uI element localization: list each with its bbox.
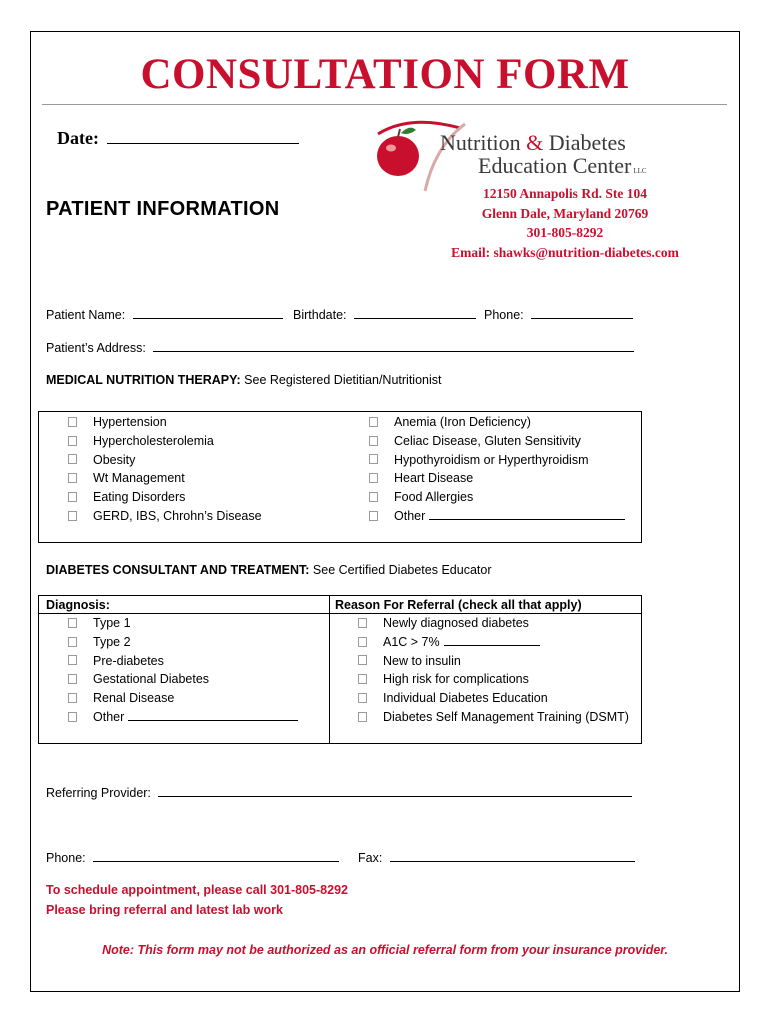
referral-phone-blank[interactable] [93, 850, 339, 862]
diagnosis-item-label: Gestational Diabetes [93, 672, 210, 687]
birthdate-field[interactable] [293, 307, 476, 322]
checkbox-icon[interactable] [68, 511, 77, 521]
checkbox-icon[interactable] [68, 693, 77, 703]
referral-fax-field[interactable] [358, 850, 635, 865]
logo-suffix: LLC [633, 167, 647, 175]
diagnosis-item[interactable] [68, 670, 209, 688]
reason-item-label: High risk for complications [383, 672, 529, 687]
patient-phone-blank[interactable] [531, 307, 633, 319]
referral-fax-blank[interactable] [390, 850, 635, 862]
checkbox-icon[interactable] [68, 655, 77, 665]
checkbox-icon[interactable] [68, 473, 77, 483]
insurance-note: Note: This form may not be authorized as an official referral form from your insurance provider. [102, 943, 668, 957]
mnt-left-item-label: Hypercholesterolemia [93, 433, 214, 448]
diagnosis-item-label: Other [93, 710, 125, 724]
mnt-right-item[interactable] [369, 432, 581, 450]
patient-phone-label: Phone: [484, 308, 524, 322]
mnt-right-item[interactable] [369, 451, 589, 469]
reason-item-label: Newly diagnosed diabetes [383, 616, 529, 630]
diagnosis-other-blank[interactable] [128, 709, 298, 721]
mnt-left-item-label: Wt Management [93, 471, 185, 486]
title-divider [42, 104, 727, 105]
diagnosis-item[interactable] [68, 708, 298, 726]
diagnosis-item-label: Type 1 [93, 616, 131, 630]
schedule-instruction: To schedule appointment, please call 301-805-8292 [46, 883, 348, 897]
mnt-right-item[interactable] [369, 469, 473, 487]
diagnosis-item[interactable] [68, 633, 131, 651]
reason-item-label: A1C > 7% [383, 634, 440, 649]
date-blank[interactable] [107, 129, 299, 144]
mnt-left-item-label: Eating Disorders [93, 490, 186, 505]
reason-item[interactable] [358, 633, 540, 651]
checkbox-icon[interactable] [68, 492, 77, 502]
patient-info-heading: PATIENT INFORMATION [46, 198, 280, 220]
mnt-left-item[interactable] [68, 507, 262, 525]
referral-phone-label: Phone: [46, 851, 86, 865]
checkbox-icon[interactable] [369, 473, 378, 483]
diagnosis-header: Diagnosis: [46, 598, 110, 612]
referring-provider-label: Referring Provider: [46, 786, 151, 800]
mnt-right-item[interactable] [369, 488, 473, 506]
diagnosis-item[interactable] [68, 652, 164, 670]
reason-item[interactable] [358, 614, 529, 632]
checkbox-icon[interactable] [369, 417, 378, 427]
diabetes-heading [46, 563, 491, 577]
reason-other-blank[interactable] [444, 634, 540, 646]
patient-address-blank[interactable] [153, 340, 634, 352]
checkbox-icon[interactable] [358, 693, 367, 703]
checkbox-icon[interactable] [358, 637, 367, 647]
mnt-left-item[interactable] [68, 432, 214, 450]
mnt-right-item-label: Celiac Disease, Gluten Sensitivity [394, 433, 581, 448]
logo-word-nutrition: Nutrition [440, 130, 521, 155]
reason-item[interactable] [358, 652, 461, 670]
mnt-right-item[interactable] [369, 413, 531, 431]
referring-provider-field[interactable] [46, 785, 632, 800]
referral-phone-field[interactable] [46, 850, 339, 865]
checkbox-icon[interactable] [68, 436, 77, 446]
checkbox-icon[interactable] [369, 436, 378, 446]
mnt-left-item-label: Hypertension [93, 415, 167, 429]
address-email: Email: shawks@nutrition-diabetes.com [451, 244, 679, 260]
logo-ampersand: & [526, 130, 544, 155]
birthdate-label: Birthdate: [293, 308, 347, 322]
patient-name-field[interactable] [46, 307, 283, 322]
diabetes-heading-bold: DIABETES CONSULTANT AND TREATMENT: [46, 563, 310, 577]
diagnosis-item-label: Pre-diabetes [93, 653, 164, 668]
bring-referral-instruction: Please bring referral and latest lab work [46, 903, 283, 917]
checkbox-icon[interactable] [358, 655, 367, 665]
organization-address [420, 184, 710, 262]
logo-line2: Education Center [478, 153, 632, 178]
mnt-heading-bold: MEDICAL NUTRITION THERAPY: [46, 373, 241, 387]
mnt-right-other-blank[interactable] [429, 508, 625, 520]
mnt-right-item-label: Food Allergies [394, 490, 474, 505]
checkbox-icon[interactable] [358, 618, 367, 628]
reason-item-label: New to insulin [383, 653, 461, 668]
mnt-left-item-label: Obesity [93, 452, 136, 467]
page-title: CONSULTATION FORM [140, 51, 630, 98]
checkbox-icon[interactable] [358, 674, 367, 684]
reason-item[interactable] [358, 708, 629, 726]
reason-item[interactable] [358, 689, 548, 707]
referral-fax-label: Fax: [358, 851, 383, 865]
reason-item[interactable] [358, 670, 529, 688]
diagnosis-item[interactable] [68, 614, 131, 632]
reason-item-label: Individual Diabetes Education [383, 691, 548, 706]
checkbox-icon[interactable] [369, 454, 378, 464]
checkbox-icon[interactable] [369, 492, 378, 502]
mnt-left-item[interactable] [68, 488, 185, 506]
logo-word-diabetes: Diabetes [548, 130, 626, 155]
checkbox-icon[interactable] [358, 712, 367, 722]
checkbox-icon[interactable] [68, 637, 77, 647]
checkbox-icon[interactable] [68, 674, 77, 684]
reason-header: Reason For Referral (check all that apply) [335, 598, 582, 612]
mnt-left-item-label: GERD, IBS, Chrohn’s Disease [93, 509, 262, 523]
birthdate-blank[interactable] [354, 307, 476, 319]
checkbox-icon[interactable] [68, 712, 77, 722]
diagnosis-item[interactable] [68, 689, 174, 707]
diagnosis-item-label: Renal Disease [93, 691, 175, 706]
diagnosis-item-label: Type 2 [93, 634, 131, 649]
date-field[interactable] [57, 128, 299, 149]
checkbox-icon[interactable] [68, 454, 77, 464]
mnt-left-item[interactable] [68, 413, 167, 431]
patient-phone-field[interactable] [484, 307, 633, 322]
mnt-right-item[interactable] [369, 507, 625, 525]
mnt-heading-rest: See Registered Dietitian/Nutritionist [244, 373, 442, 387]
address-street: 12150 Annapolis Rd. Ste 104 [483, 186, 647, 201]
checkbox-icon[interactable] [68, 417, 77, 427]
mnt-left-item[interactable] [68, 451, 135, 469]
patient-address-field[interactable] [46, 340, 634, 355]
checkbox-icon[interactable] [369, 511, 378, 521]
mnt-left-item[interactable] [68, 469, 185, 487]
address-phone: 301-805-8292 [526, 225, 604, 240]
mnt-right-item-label: Hypothyroidism or Hyperthyroidism [394, 452, 589, 467]
diabetes-heading-rest: See Certified Diabetes Educator [312, 563, 492, 577]
mnt-right-item-label: Heart Disease [394, 471, 474, 486]
diabetes-table-divider [329, 595, 330, 744]
checkbox-icon[interactable] [68, 618, 77, 628]
reason-item-label: Diabetes Self Management Training (DSMT) [383, 710, 629, 724]
patient-address-label: Patient’s Address: [46, 341, 146, 355]
mnt-heading [46, 373, 441, 387]
referring-provider-blank[interactable] [158, 785, 632, 797]
date-label: Date: [57, 128, 99, 148]
patient-name-label: Patient Name: [46, 308, 126, 322]
mnt-right-item-label: Anemia (Iron Deficiency) [394, 415, 531, 429]
address-city: Glenn Dale, Maryland 20769 [481, 205, 649, 221]
patient-name-blank[interactable] [133, 307, 283, 319]
mnt-right-item-label: Other [394, 509, 426, 523]
